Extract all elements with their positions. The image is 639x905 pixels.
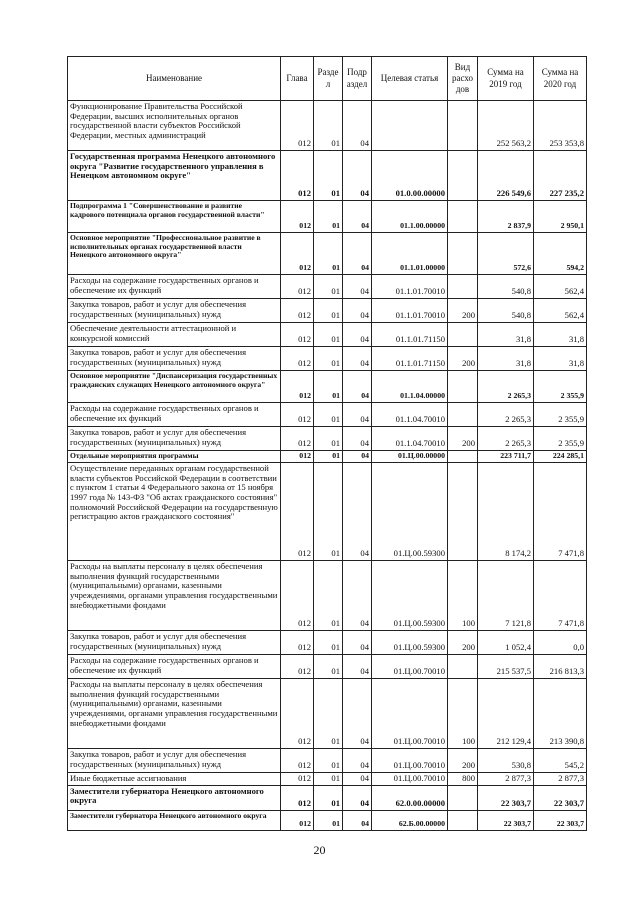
cell-sum-2020: 0,0	[534, 631, 587, 655]
cell-name: Закупка товаров, работ и услуг для обеспечения государственных (муниципальных) нужд	[68, 427, 281, 451]
table-row	[68, 323, 587, 347]
cell-expense-type: 200	[448, 347, 478, 371]
cell-target-article: 01.1.01.70010	[372, 275, 448, 299]
cell-name: Государственная программа Ненецкого автономного округа "Развитие государственного управления в Ненецком автономном округе"	[68, 151, 281, 201]
cell-name: Расходы на содержание государственных органов и обеспечение их функций	[68, 275, 281, 299]
cell-sum-2019: 212 129,4	[478, 679, 534, 749]
cell-sum-2019: 1 052,4	[478, 631, 534, 655]
table-row	[68, 403, 587, 427]
cell-sum-2019: 2 265,3	[478, 403, 534, 427]
cell-podrazdel: 04	[343, 655, 372, 679]
cell-sum-2019: 22 303,7	[478, 785, 534, 810]
cell-name: Заместители губернатора Ненецкого автономного округа	[68, 785, 281, 810]
cell-target-article: 01.1.01.00000	[372, 233, 448, 275]
cell-expense-type: 800	[448, 773, 478, 786]
cell-razdel: 01	[314, 451, 343, 463]
cell-sum-2020: 31,8	[534, 347, 587, 371]
cell-glava: 012	[281, 201, 314, 233]
cell-sum-2020: 2 950,1	[534, 201, 587, 233]
cell-podrazdel: 04	[343, 773, 372, 786]
cell-glava: 012	[281, 561, 314, 631]
header-podrazdel: Подр аздел	[343, 57, 372, 101]
cell-sum-2019: 572,6	[478, 233, 534, 275]
table-row	[68, 101, 587, 151]
cell-podrazdel: 04	[343, 427, 372, 451]
table-body	[68, 101, 587, 831]
cell-glava: 012	[281, 427, 314, 451]
cell-sum-2020: 562,4	[534, 275, 587, 299]
cell-razdel: 01	[314, 655, 343, 679]
header-target-article: Целевая статья	[372, 57, 448, 101]
cell-expense-type	[448, 810, 478, 830]
cell-expense-type	[448, 655, 478, 679]
cell-target-article: 01.Ц.00.70010	[372, 655, 448, 679]
cell-razdel: 01	[314, 810, 343, 830]
cell-glava: 012	[281, 655, 314, 679]
table-row	[68, 785, 587, 810]
cell-razdel: 01	[314, 773, 343, 786]
cell-podrazdel: 04	[343, 810, 372, 830]
cell-name: Закупка товаров, работ и услуг для обеспечения государственных (муниципальных) нужд	[68, 631, 281, 655]
cell-podrazdel: 04	[343, 323, 372, 347]
header-name: Наименование	[68, 57, 281, 101]
cell-razdel: 01	[314, 299, 343, 323]
cell-sum-2019: 2 265,3	[478, 427, 534, 451]
cell-target-article: 01.1.01.71150	[372, 323, 448, 347]
cell-name: Подпрограмма 1 "Совершенствование и развитие кадрового потенциала органов государственной власти"	[68, 201, 281, 233]
cell-sum-2019: 31,8	[478, 347, 534, 371]
cell-razdel: 01	[314, 275, 343, 299]
cell-expense-type: 200	[448, 427, 478, 451]
cell-target-article: 62.0.00.00000	[372, 785, 448, 810]
cell-sum-2020: 31,8	[534, 323, 587, 347]
table-row	[68, 347, 587, 371]
cell-target-article: 01.Ц.00.00000	[372, 451, 448, 463]
cell-razdel: 01	[314, 323, 343, 347]
cell-sum-2020: 562,4	[534, 299, 587, 323]
cell-glava: 012	[281, 810, 314, 830]
cell-podrazdel: 04	[343, 201, 372, 233]
cell-razdel: 01	[314, 347, 343, 371]
cell-target-article: 01.1.01.70010	[372, 299, 448, 323]
table-row	[68, 201, 587, 233]
cell-razdel: 01	[314, 561, 343, 631]
cell-sum-2020: 224 285,1	[534, 451, 587, 463]
cell-glava: 012	[281, 151, 314, 201]
cell-target-article: 01.Ц.00.59300	[372, 463, 448, 561]
cell-sum-2020: 216 813,3	[534, 655, 587, 679]
cell-sum-2020: 227 235,2	[534, 151, 587, 201]
cell-sum-2019: 540,8	[478, 275, 534, 299]
cell-podrazdel: 04	[343, 561, 372, 631]
cell-sum-2020: 22 303,7	[534, 785, 587, 810]
cell-sum-2019: 530,8	[478, 749, 534, 773]
header-sum-2020: Сумма на 2020 год	[534, 57, 587, 101]
cell-sum-2020: 2 355,9	[534, 371, 587, 403]
cell-expense-type	[448, 151, 478, 201]
cell-name: Расходы на содержание государственных органов и обеспечение их функций	[68, 403, 281, 427]
cell-podrazdel: 04	[343, 347, 372, 371]
cell-sum-2019: 2 265,3	[478, 371, 534, 403]
header-expense-type: Вид расхо дов	[448, 57, 478, 101]
cell-glava: 012	[281, 773, 314, 786]
budget-table	[67, 56, 587, 831]
cell-target-article: 01.Ц.00.70010	[372, 773, 448, 786]
cell-sum-2020: 594,2	[534, 233, 587, 275]
cell-glava: 012	[281, 347, 314, 371]
cell-razdel: 01	[314, 201, 343, 233]
cell-expense-type	[448, 371, 478, 403]
cell-razdel: 01	[314, 371, 343, 403]
table-header-row	[68, 57, 587, 101]
cell-sum-2020: 22 303,7	[534, 810, 587, 830]
cell-glava: 012	[281, 299, 314, 323]
cell-name: Осуществление переданных органам государственной власти субъектов Российской Федерации в соответствии с пунктом 1 статьи 4 Федерального закона от 15 ноября 1997 года № 143-ФЗ "Об актах гражданского состояния" полномочий Российской Федерации на государственную регистрацию актов гражданского состояния"	[68, 463, 281, 561]
cell-sum-2020: 253 353,8	[534, 101, 587, 151]
cell-target-article: 62.Б.00.00000	[372, 810, 448, 830]
table-row	[68, 427, 587, 451]
cell-podrazdel: 04	[343, 233, 372, 275]
cell-name: Основное мероприятие "Диспансеризация государственных гражданских служащих Ненецкого автономного округа"	[68, 371, 281, 403]
cell-name: Закупка товаров, работ и услуг для обеспечения государственных (муниципальных) нужд	[68, 347, 281, 371]
cell-glava: 012	[281, 275, 314, 299]
table-row	[68, 810, 587, 830]
cell-podrazdel: 04	[343, 785, 372, 810]
cell-sum-2020: 545,2	[534, 749, 587, 773]
cell-glava: 012	[281, 101, 314, 151]
cell-expense-type	[448, 403, 478, 427]
cell-name: Расходы на выплаты персоналу в целях обеспечения выполнения функций государственными (муниципальными) органами, казенными учреждениями, органами управления государственными внебюджетными фондами	[68, 561, 281, 631]
cell-podrazdel: 04	[343, 299, 372, 323]
cell-target-article: 01.1.00.00000	[372, 201, 448, 233]
budget-sheet	[67, 56, 586, 831]
cell-name: Расходы на содержание государственных органов и обеспечение их функций	[68, 655, 281, 679]
cell-glava: 012	[281, 233, 314, 275]
cell-target-article: 01.1.01.71150	[372, 347, 448, 371]
cell-glava: 012	[281, 463, 314, 561]
table-row	[68, 631, 587, 655]
cell-name: Расходы на выплаты персоналу в целях обеспечения выполнения функций государственными (муниципальными) органами, казенными учреждениями, органами управления государственными внебюджетными фондами	[68, 679, 281, 749]
cell-razdel: 01	[314, 233, 343, 275]
cell-expense-type: 100	[448, 679, 478, 749]
cell-razdel: 01	[314, 427, 343, 451]
table-row	[68, 679, 587, 749]
cell-target-article: 01.Ц.00.70010	[372, 679, 448, 749]
cell-podrazdel: 04	[343, 631, 372, 655]
cell-razdel: 01	[314, 749, 343, 773]
table-row	[68, 275, 587, 299]
cell-glava: 012	[281, 403, 314, 427]
cell-sum-2019: 2 837,9	[478, 201, 534, 233]
cell-glava: 012	[281, 785, 314, 810]
cell-expense-type: 200	[448, 749, 478, 773]
cell-expense-type	[448, 201, 478, 233]
cell-expense-type	[448, 323, 478, 347]
cell-expense-type: 200	[448, 631, 478, 655]
table-row	[68, 773, 587, 786]
cell-sum-2020: 7 471,8	[534, 561, 587, 631]
cell-glava: 012	[281, 749, 314, 773]
table-row	[68, 371, 587, 403]
cell-podrazdel: 04	[343, 463, 372, 561]
cell-expense-type: 200	[448, 299, 478, 323]
cell-sum-2019: 8 174,2	[478, 463, 534, 561]
page-number: 20	[313, 843, 326, 857]
cell-razdel: 01	[314, 463, 343, 561]
cell-podrazdel: 04	[343, 275, 372, 299]
cell-name: Иные бюджетные ассигнования	[68, 773, 281, 786]
cell-sum-2019: 226 549,6	[478, 151, 534, 201]
cell-name: Функционирование Правительства Российской Федерации, высших исполнительных органов государственной власти субъектов Российской Федерации, местных администраций	[68, 101, 281, 151]
cell-podrazdel: 04	[343, 451, 372, 463]
cell-expense-type	[448, 463, 478, 561]
cell-razdel: 01	[314, 403, 343, 427]
table-row	[68, 233, 587, 275]
cell-expense-type	[448, 101, 478, 151]
cell-target-article: 01.1.04.00000	[372, 371, 448, 403]
cell-razdel: 01	[314, 631, 343, 655]
cell-name: Отдельные мероприятия программы	[68, 451, 281, 463]
cell-expense-type: 100	[448, 561, 478, 631]
cell-expense-type	[448, 451, 478, 463]
cell-expense-type	[448, 275, 478, 299]
cell-sum-2019: 223 711,7	[478, 451, 534, 463]
cell-podrazdel: 04	[343, 679, 372, 749]
cell-name: Закупка товаров, работ и услуг для обеспечения государственных (муниципальных) нужд	[68, 749, 281, 773]
table-row	[68, 655, 587, 679]
cell-sum-2020: 2 355,9	[534, 403, 587, 427]
table-row	[68, 463, 587, 561]
table-row	[68, 561, 587, 631]
cell-glava: 012	[281, 631, 314, 655]
cell-target-article: 01.Ц.00.59300	[372, 631, 448, 655]
cell-glava: 012	[281, 371, 314, 403]
cell-glava: 012	[281, 323, 314, 347]
cell-target-article: 01.Ц.00.70010	[372, 749, 448, 773]
cell-podrazdel: 04	[343, 151, 372, 201]
cell-sum-2019: 31,8	[478, 323, 534, 347]
cell-target-article: 01.1.04.70010	[372, 403, 448, 427]
cell-name: Заместители губернатора Ненецкого автономного округа	[68, 810, 281, 830]
cell-podrazdel: 04	[343, 101, 372, 151]
cell-target-article	[372, 101, 448, 151]
header-sum-2019: Сумма на 2019 год	[478, 57, 534, 101]
table-row	[68, 749, 587, 773]
cell-sum-2019: 22 303,7	[478, 810, 534, 830]
cell-podrazdel: 04	[343, 749, 372, 773]
cell-target-article: 01.Ц.00.59300	[372, 561, 448, 631]
cell-sum-2020: 213 390,8	[534, 679, 587, 749]
cell-podrazdel: 04	[343, 403, 372, 427]
cell-sum-2019: 7 121,8	[478, 561, 534, 631]
cell-expense-type	[448, 785, 478, 810]
table-row	[68, 451, 587, 463]
header-razdel: Разде л	[314, 57, 343, 101]
cell-razdel: 01	[314, 101, 343, 151]
cell-razdel: 01	[314, 785, 343, 810]
cell-sum-2020: 2 877,3	[534, 773, 587, 786]
header-glava: Глава	[281, 57, 314, 101]
cell-sum-2020: 7 471,8	[534, 463, 587, 561]
cell-sum-2019: 252 563,2	[478, 101, 534, 151]
cell-name: Закупка товаров, работ и услуг для обеспечения государственных (муниципальных) нужд	[68, 299, 281, 323]
cell-sum-2019: 215 537,5	[478, 655, 534, 679]
cell-podrazdel: 04	[343, 371, 372, 403]
cell-sum-2019: 540,8	[478, 299, 534, 323]
cell-name: Обеспечение деятельности аттестационной и конкурсной комиссий	[68, 323, 281, 347]
cell-glava: 012	[281, 679, 314, 749]
cell-name: Основное мероприятие "Профессиональное развитие в исполнительных органах государственной власти Ненецкого автономного округа"	[68, 233, 281, 275]
cell-target-article: 01.1.04.70010	[372, 427, 448, 451]
cell-sum-2020: 2 355,9	[534, 427, 587, 451]
cell-expense-type	[448, 233, 478, 275]
cell-razdel: 01	[314, 679, 343, 749]
table-row	[68, 299, 587, 323]
table-row	[68, 151, 587, 201]
cell-glava: 012	[281, 451, 314, 463]
cell-sum-2019: 2 877,3	[478, 773, 534, 786]
cell-target-article: 01.0.00.00000	[372, 151, 448, 201]
cell-razdel: 01	[314, 151, 343, 201]
